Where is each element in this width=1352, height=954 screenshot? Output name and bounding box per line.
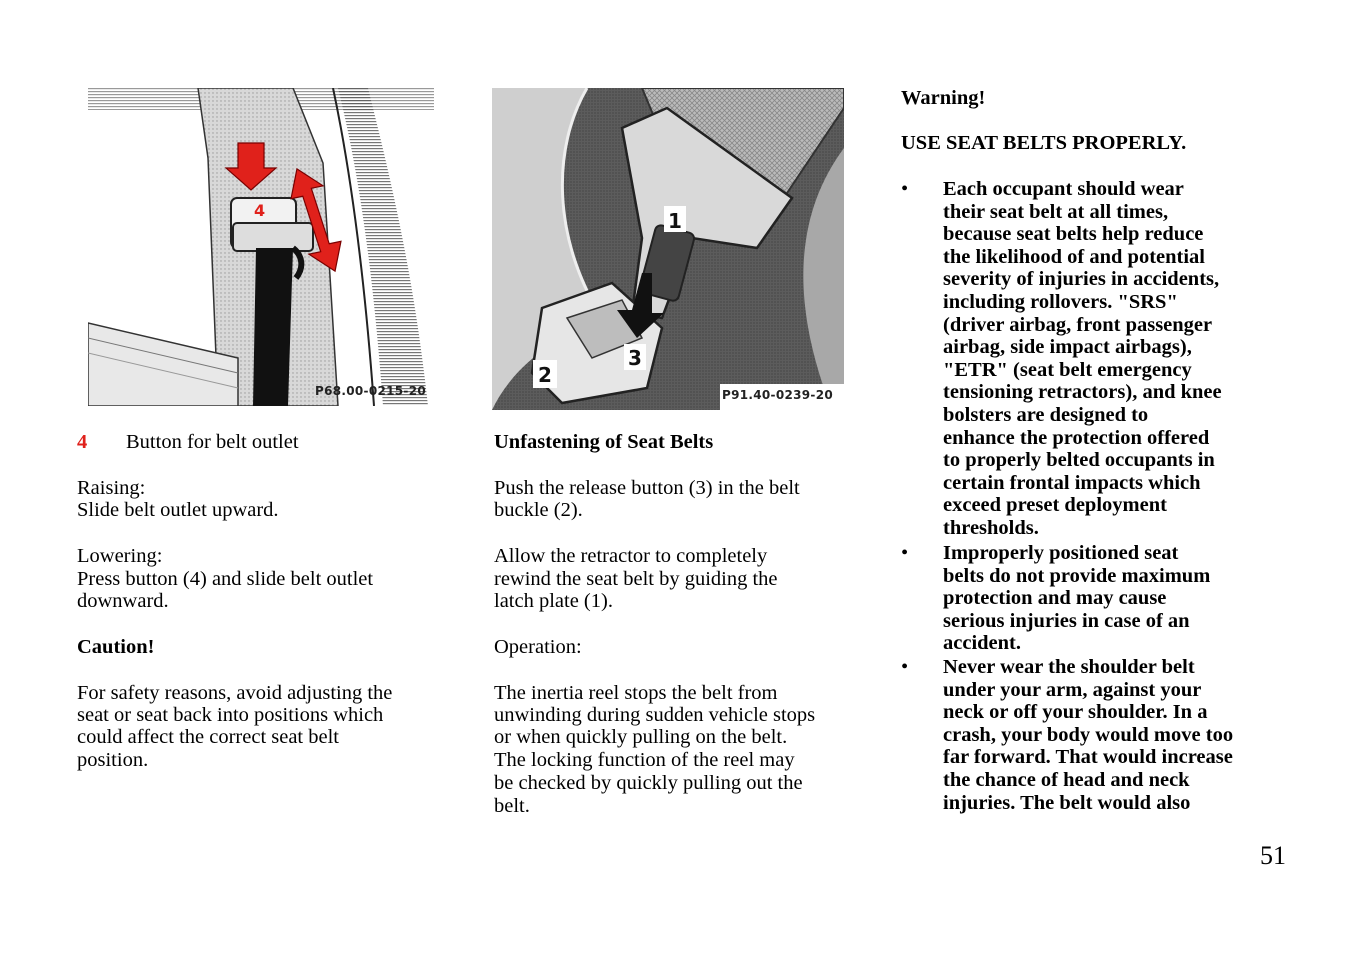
caution-line: seat or seat back into positions which [77,704,384,726]
bullet-text: Never wear the shoulder belt under your arm, against your neck or off your shoulder. In a crash, your body would move too far forward. That would increase the chance of head and neck injuries. The belt would also [943,656,1234,814]
para-line: latch plate (1). [494,590,613,612]
para-line: unwinding during sudden vehicle stops [494,704,816,726]
caution-heading: Caution! [77,636,155,658]
bullet-list [901,178,1281,818]
para-line: The locking function of the reel may [494,749,795,771]
warning-heading: Warning! [901,87,986,109]
operation-label: Operation: [494,636,582,658]
para-line: The inertia reel stops the belt from [494,682,778,704]
caution-line: could affect the correct seat belt [77,726,339,748]
bullet-dot: • [901,656,909,678]
legend-text: Button for belt outlet [126,431,299,453]
figure-code: P68.00-0215-20 [315,384,427,398]
lowering-text-line: Press button (4) and slide belt outlet [77,568,374,590]
section-heading: Unfastening of Seat Belts [494,431,714,453]
seat-belt-buckle-illustration [492,88,844,410]
bullet-text: Improperly positioned seat belts do not provide maximum protection and may cause serious injuries in case of an accident. [943,542,1211,655]
para-line: or when quickly pulling on the belt. [494,726,788,748]
lowering-label: Lowering: [77,545,163,567]
page-number: 51 [1260,841,1286,870]
caution-line: For safety reasons, avoid adjusting the [77,682,393,704]
warning-subheading: USE SEAT BELTS PROPERLY. [901,132,1187,154]
legend-number: 4 [77,431,88,453]
lowering-text-line: downward. [77,590,169,612]
para-line: Push the release button (3) in the belt [494,477,800,499]
para-line: buckle (2). [494,499,583,521]
raising-text: Slide belt outlet upward. [77,499,279,521]
para-line: Allow the retractor to completely [494,545,768,567]
para-line: rewind the seat belt by guiding the [494,568,778,590]
belt-outlet-illustration [88,88,434,406]
para-line: belt. [494,795,530,817]
bullet-text: Each occupant should wear their seat belt at all times, because seat belts help reduce the likelihood of and potential severity of injuries in accidents, including rollovers. "SRS" (driver airbag, front passenger airbag, side impact airbags), "ETR" (seat belt emergency tensioning retractors), and knee bolsters are designed to enhance the protection offered to properly belted occupants in certain frontal impacts which exceed preset deployment thresholds. [943,178,1222,539]
callout-1: 1 [668,209,682,233]
callout-3: 3 [628,346,642,370]
bullet-dot: • [901,178,909,200]
callout-4: 4 [254,201,266,220]
raising-label: Raising: [77,477,146,499]
figure-code: P91.40-0239-20 [722,388,834,402]
para-line: be checked by quickly pulling out the [494,772,803,794]
caution-line: position. [77,749,149,771]
callout-2: 2 [538,363,552,387]
bullet-dot: • [901,542,909,564]
unfastening-figure [492,88,844,410]
belt-outlet-figure [88,88,434,406]
